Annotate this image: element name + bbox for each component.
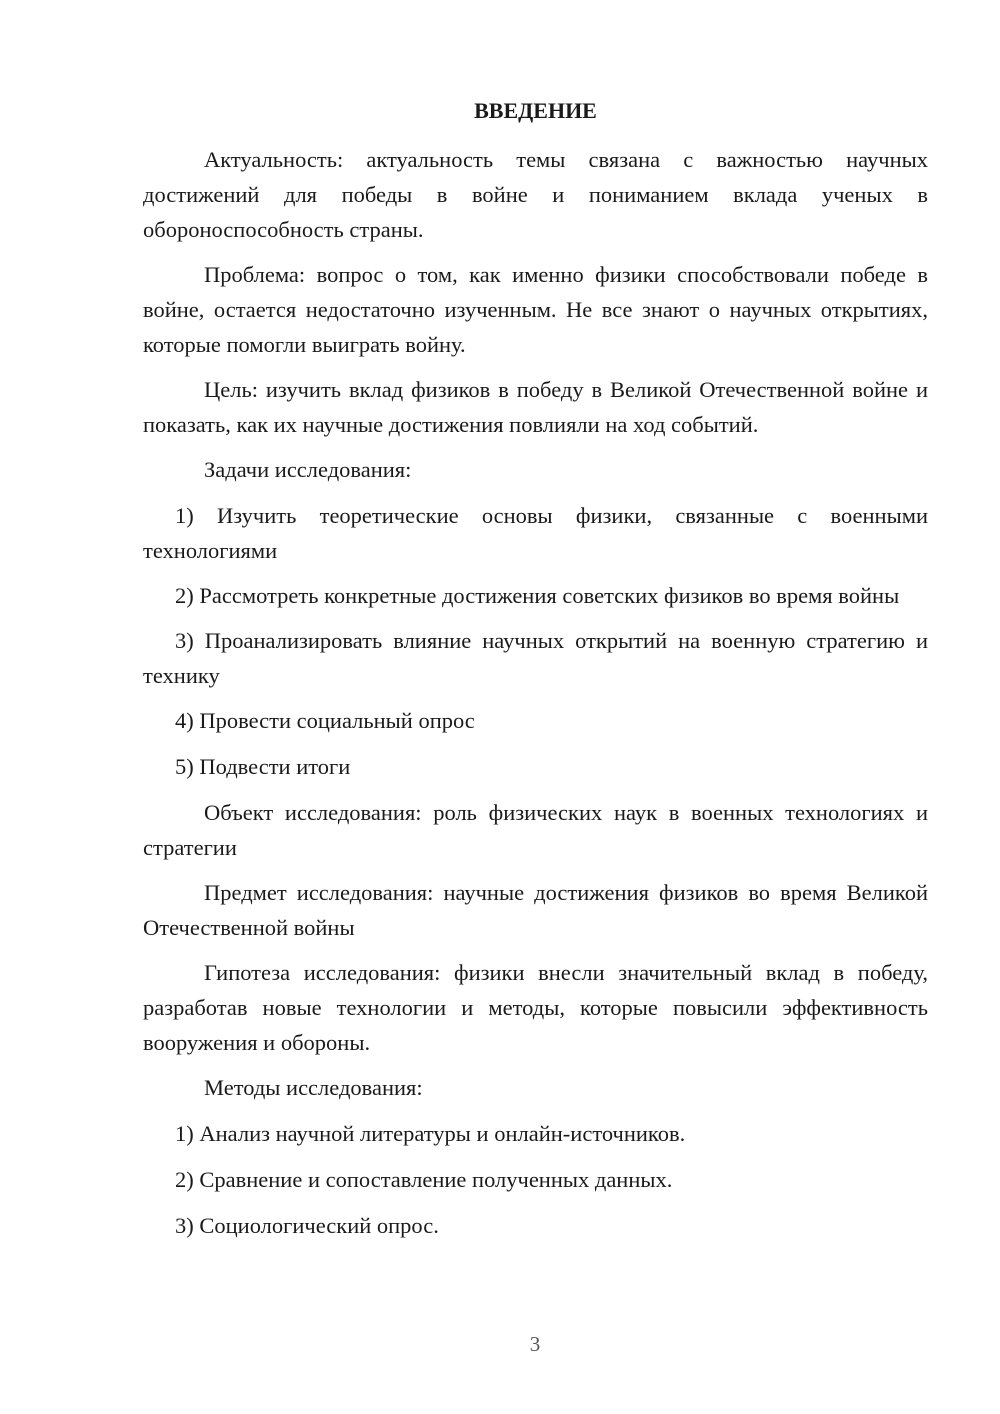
- paragraph-hypothesis: Гипотеза исследования: физики внесли значительный вклад в победу, разработав новые технологии и методы, которые повысили эффективность вооружения и обороны.: [143, 960, 928, 1055]
- tasks-title: Задачи исследования:: [204, 457, 412, 482]
- task-item: 1) Изучить теоретические основы физики, связанные с военными технологиями: [143, 503, 928, 563]
- page-heading: ВВЕДЕНИЕ: [474, 98, 597, 123]
- method-item: 1) Анализ научной литературы и онлайн-источников.: [175, 1121, 686, 1146]
- method-item: 3) Социологический опрос.: [175, 1213, 439, 1238]
- paragraph-subject: Предмет исследования: научные достижения физиков во время Великой Отечественной войны: [143, 880, 928, 940]
- paragraph-relevance: Актуальность: актуальность темы связана с важностью научных достижений для победы в войне и пониманием вклада ученых в обороноспособность страны.: [143, 147, 928, 242]
- method-item: 2) Сравнение и сопоставление полученных данных.: [175, 1167, 673, 1192]
- task-item: 3) Проанализировать влияние научных открытий на военную стратегию и технику: [143, 628, 928, 688]
- methods-title: Методы исследования:: [204, 1075, 423, 1100]
- paragraph-goal: Цель: изучить вклад физиков в победу в Великой Отечественной войне и показать, как их научные достижения повлияли на ход событий.: [143, 377, 928, 437]
- task-item: 2) Рассмотреть конкретные достижения советских физиков во время войны: [175, 583, 900, 608]
- paragraph-problem: Проблема: вопрос о том, как именно физики способствовали победе в войне, остается недостаточно изученным. Не все знают о научных открытиях, которые помогли выиграть войну.: [143, 262, 928, 357]
- document-page: [143, 92, 928, 1254]
- task-item: 4) Провести социальный опрос: [175, 708, 475, 733]
- task-item: 5) Подвести итоги: [175, 754, 351, 779]
- paragraph-object: Объект исследования: роль физических наук в военных технологиях и стратегии: [143, 800, 928, 860]
- page-number: 3: [529, 1332, 541, 1356]
